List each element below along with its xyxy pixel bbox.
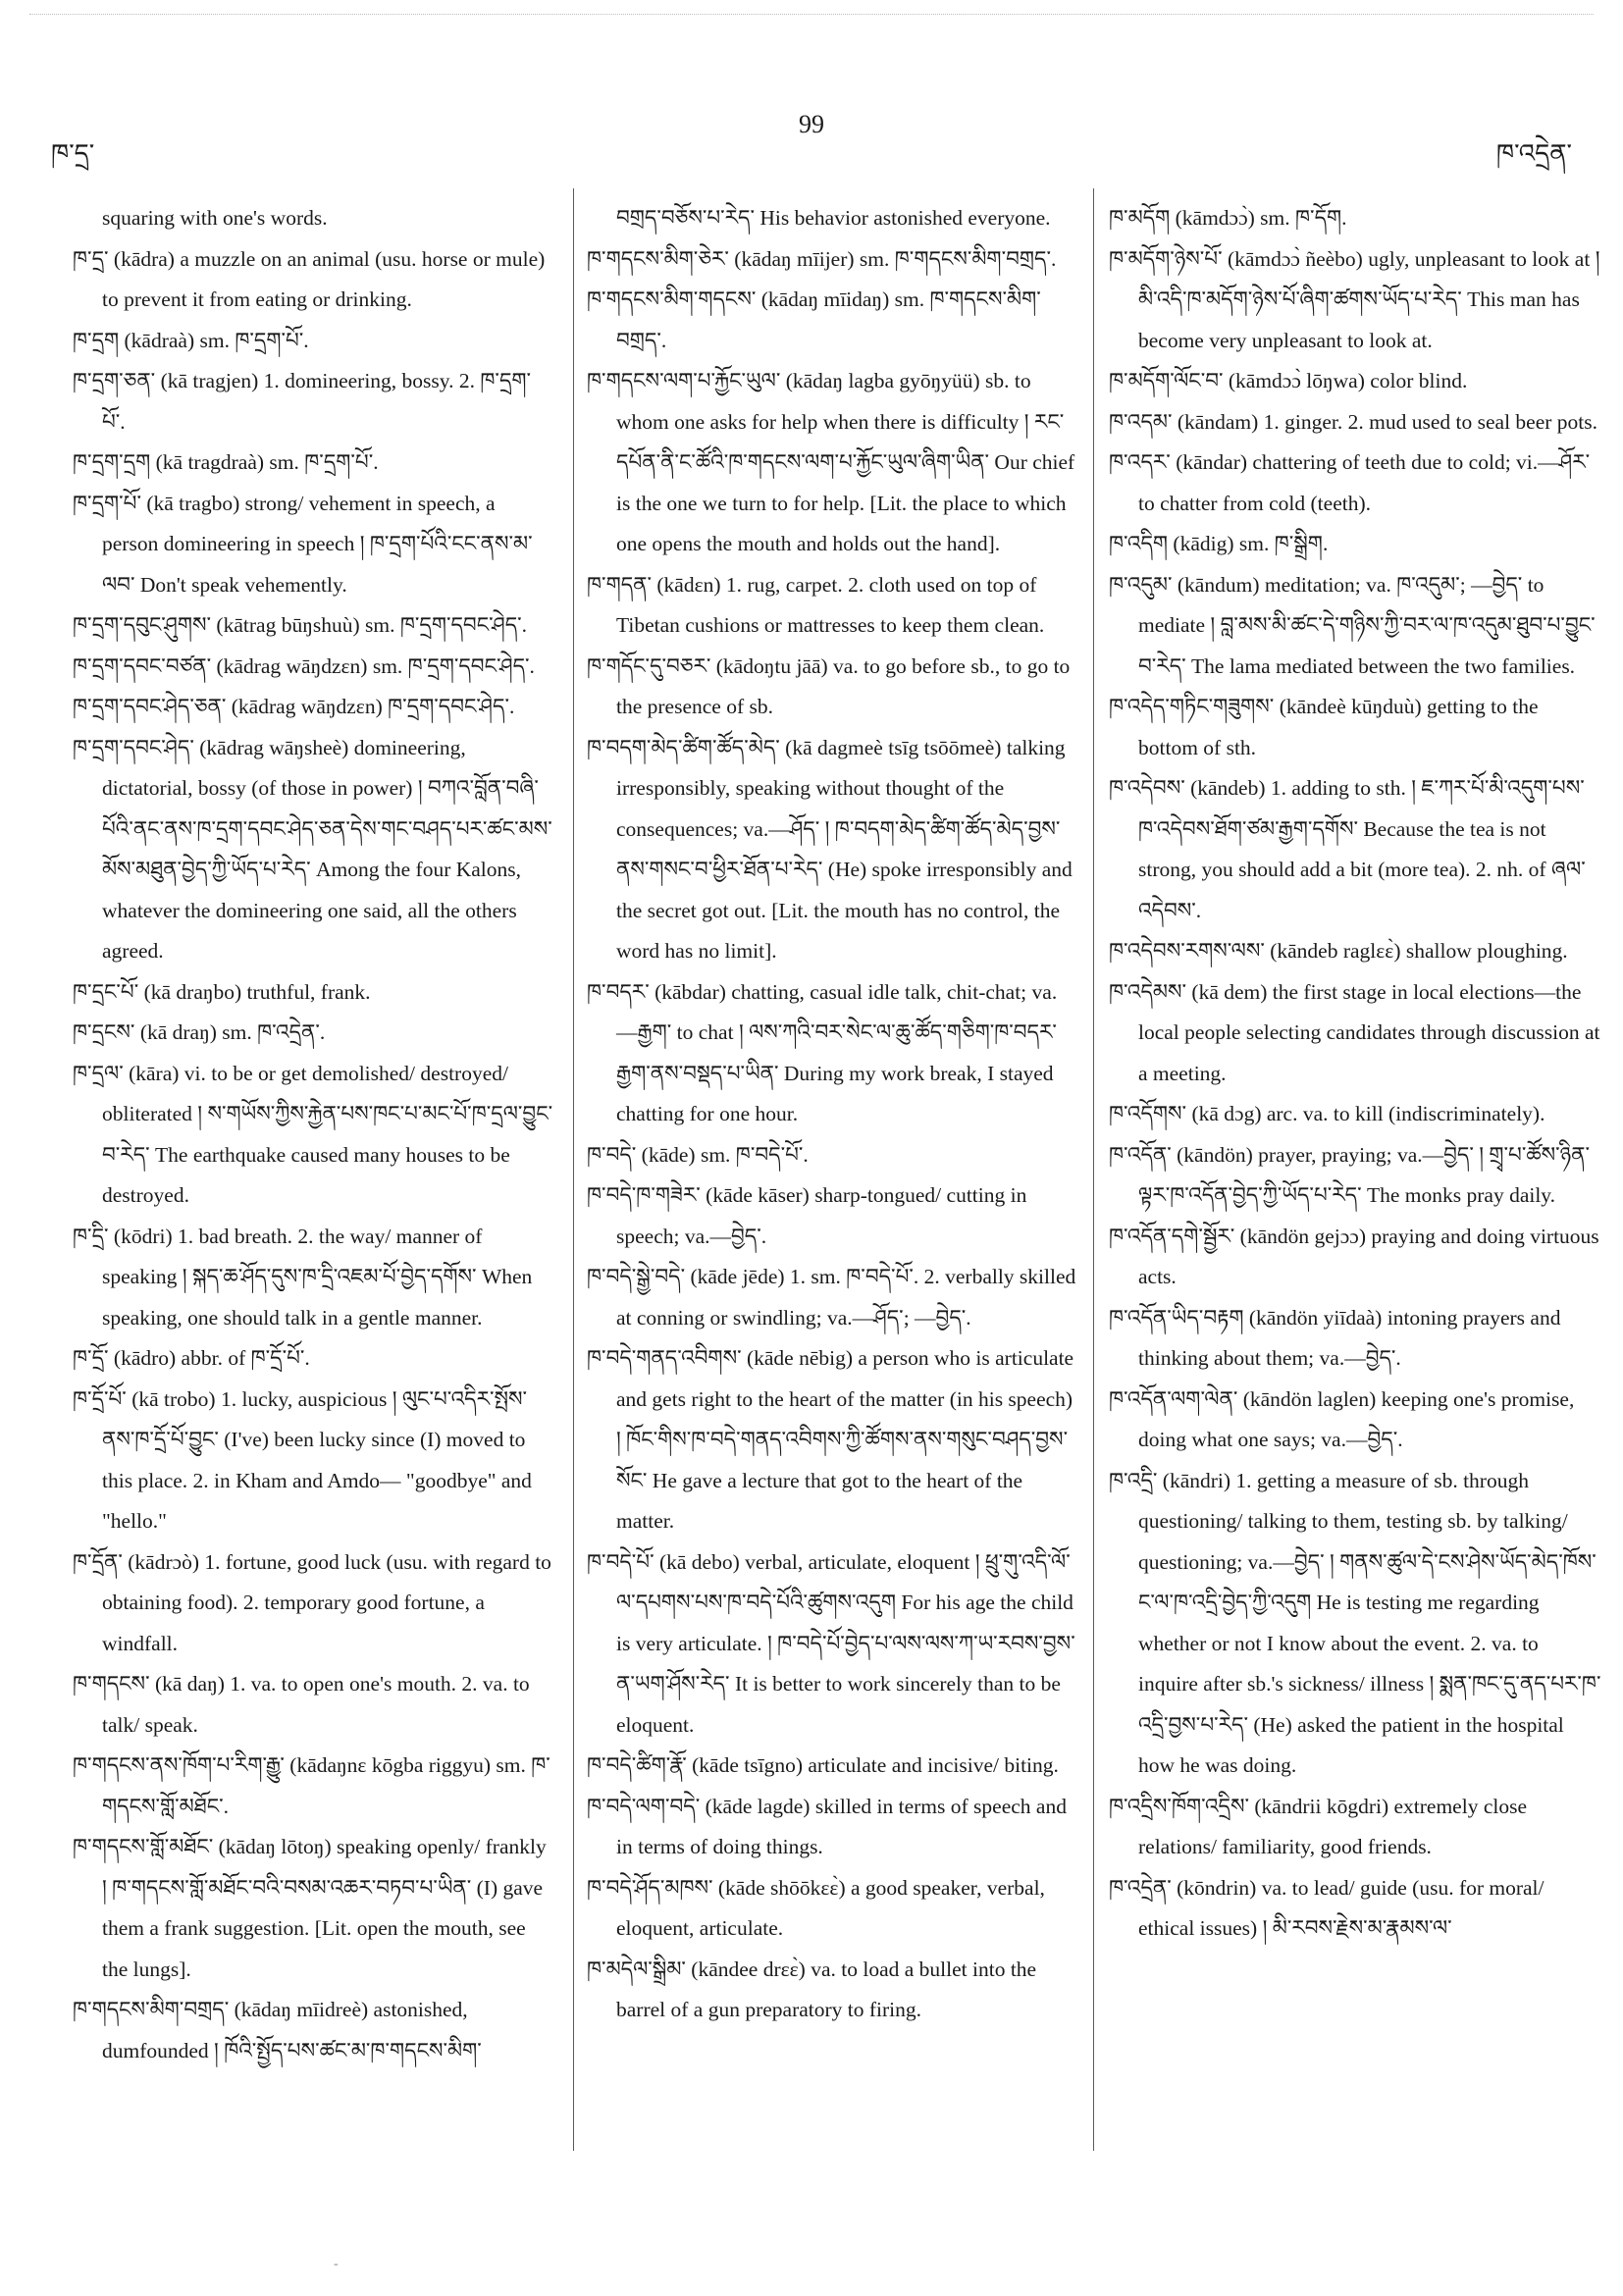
dictionary-entry: ཁ་དྲག་དྲག (kā tragdraà) sm. ཁ་དྲག་པོ་. <box>73 450 379 474</box>
dictionary-column-2 <box>587 198 1077 2031</box>
dictionary-entry: ཁ་འདོན་ཡིད་བརྟག (kāndön yiīdaà) intoning prayers and thinking about them; va.—བྱེད་. <box>1109 1305 1561 1370</box>
dictionary-entry: ཁ་གདངས་མིག་ཅེར་ (kādaŋ mīijer) sm. ཁ་གདངས་མིག་བགྲད་. <box>587 246 1057 271</box>
dictionary-entry: ཁ་འདུམ་ (kāndum) meditation; va. ཁ་འདུམ་; —བྱེད་ to mediate ། བླ་མས་མི་ཚང་དེ་གཉིས་ཀྱི་བར་ལ་ཁ་འདུམ་ཐུབ་པ་བྱུང་བ་རེད་ The lama mediated between the two families. <box>1109 572 1596 678</box>
top-scan-line <box>29 14 1594 15</box>
dictionary-entry: ཁ་དྲག་དབང་ཤེད་ཅན་ (kādrag wāŋdzɛn) ཁ་དྲག་དབང་ཤེད་. <box>73 695 515 718</box>
dictionary-entry: ཁ་བདར་ (kābdar) chatting, casual idle talk, chit-chat; va.—རྒྱག་ to chat ། ལས་ཀའི་བར་སེང་ལ་ཆུ་ཚོད་གཅིག་ཁ་བདར་རྒྱག་ནས་བསྡད་པ་ཡིན་ During my work break, I stayed chatting for one hour. <box>587 979 1058 1125</box>
column-divider <box>1093 188 1094 2151</box>
dictionary-entry: ཁ་བདེ་སྒྱེ་བདེ་ (kāde jēde) 1. sm. ཁ་བདེ་པོ་. 2. verbally skilled at conning or swindling; va.—ཤོད་; —བྱེད་. <box>587 1265 1076 1330</box>
dictionary-entry: ཁ་གདངས་ (kā daŋ) 1. va. to open one's mouth. 2. va. to talk/ speak. <box>73 1672 530 1737</box>
dictionary-entry: ཁ་བདེ་པོ་ (kā debo) verbal, articulate, eloquent ། ཕྲུ་གུ་འདི་ལོ་ལ་དཔགས་པས་ཁ་བདེ་པོའི་ཚུགས་འདུག For his age the child is very articulate. ། ཁ་བདེ་པོ་བྱེད་པ་ལས་ལས་ཀ་ཡ་རབས་བྱས་ན་ཡག་ཤོས་རེད་ It is better to work sincerely than to be eloquent. <box>587 1549 1075 1737</box>
dictionary-column-1 <box>73 198 553 2071</box>
dictionary-entry: ཁ་དྲག་དབང་ཤེད་ (kādrag wāŋsheè) domineering, dictatorial, bossy (of those in power) ། བཀའ་བློན་བཞི་པོའི་ནང་ནས་ཁ་དྲག་དབང་ཤེད་ཅན་དེས་གང་བཤད་པར་ཚང་མས་མོས་མཐུན་བྱེད་ཀྱི་ཡོད་པ་རེད་ Among the four Kalons, whatever the domineering one said, all the others agreed. <box>73 735 552 963</box>
dictionary-entry: ཁ་འདོན་དགེ་སྦྱོར་ (kāndön gejɔɔ) praying and doing virtuous acts. <box>1109 1224 1599 1288</box>
dictionary-entry: ཁ་འདམ་ (kāndam) 1. ginger. 2. mud used to seal beer pots. <box>1109 409 1598 434</box>
dictionary-entry: ཁ་དྲག (kādraà) sm. ཁ་དྲག་པོ་. <box>73 328 309 352</box>
dictionary-entry: ཁ་གདན་ (kādɛn) 1. rug, carpet. 2. cloth used on top of Tibetan cushions or mattresses to keep them clean. <box>587 572 1045 637</box>
dictionary-entry: ཁ་འདེམས་ (kā dem) the first stage in local elections—the local people selecting candidates through discussion at a meeting. <box>1109 979 1600 1085</box>
column-divider <box>573 188 574 2151</box>
dictionary-entry: ཁ་མདོག་ལོང་བ་ (kāmdɔɔ̀ lōŋwa) color blind. <box>1109 369 1468 392</box>
dictionary-entry: ཁ་བདེ་ (kāde) sm. ཁ་བདེ་པོ་. <box>587 1142 809 1167</box>
right-running-head: ཁ་འདྲེན་ <box>1495 139 1572 169</box>
left-running-head: ཁ་དྲ་ <box>51 139 95 169</box>
dictionary-entry: ཁ་དྲོ་པོ་ (kā trobo) 1. lucky, auspicious ། ལུང་པ་འདིར་སྤོས་ནས་ཁ་དྲོ་པོ་བྱུང་ (I've) been lucky since (I) moved to this place. 2. in Kham and Amdo— "goodbye" and "hello." <box>73 1386 532 1533</box>
dictionary-entry: ཁ་དྲག་པོ་ (kā tragbo) strong/ vehement in speech, a person domineering in speech ། ཁ་དྲག་པོའི་ངང་ནས་མ་ལབ་ Don't speak vehemently. <box>73 491 533 597</box>
dictionary-entry: ཁ་མདོག (kāmdɔɔ̀) sm. ཁ་དོག. <box>1109 206 1347 230</box>
dictionary-entry: ཁ་འདར་ (kāndar) chattering of teeth due to cold; vi.—ཤོར་ to chatter from cold (teeth). <box>1109 450 1591 515</box>
dictionary-entry: squaring with one's words. <box>102 206 328 230</box>
dictionary-entry: ཁ་འདེབས་ (kāndeb) 1. adding to sth. ། ཇ་ཀར་པོ་མི་འདུག་པས་ཁ་འདེབས་ཐོག་ཙམ་རྒྱག་དགོས་ Because the tea is not strong, you should add a bit (more tea). 2. nh. of ཞལ་འདེབས་. <box>1109 776 1586 922</box>
dictionary-entry: ཁ་དྲོ་ (kādro) abbr. of ཁ་དྲོ་པོ་. <box>73 1346 310 1370</box>
dictionary-entry: ཁ་འདེད་གཏིང་གཟུགས་ (kāndeè kūŋduù) getting to the bottom of sth. <box>1109 695 1539 759</box>
scan-mark: - <box>334 2257 339 2271</box>
dictionary-entry: ཁ་དྲག་དབུང་ཤུགས་ (kātrag būŋshuù) sm. ཁ་དྲག་དབང་ཤེད་. <box>73 613 528 637</box>
dictionary-entry: ཁ་དྲི་ (kōdri) 1. bad breath. 2. the way/ manner of speaking ། སྐད་ཆ་ཤོད་དུས་ཁ་དྲི་འཇམ་པོ་བྱེད་དགོས་ When speaking, one should talk in a gentle manner. <box>73 1224 533 1330</box>
dictionary-entry: ཁ་གདངས་གློ་མཐོང་ (kādaŋ lōtoŋ) speaking openly/ frankly ། ཁ་གདངས་གློ་མཐོང་བའི་བསམ་འཆར་བཏབ་པ་ཡིན་ (I) gave them a frank suggestion. [Lit. open the mouth, see the lungs]. <box>73 1835 547 1981</box>
dictionary-entry: ཁ་གདོང་དུ་བཅར་ (kādoŋtu jāā) va. to go before sb., to go to the presence of sb. <box>587 653 1071 718</box>
dictionary-entry: ཁ་དྲོན་ (kādrɔò) 1. fortune, good luck (usu. with regard to obtaining food). 2. temporary good fortune, a windfall. <box>73 1549 551 1655</box>
dictionary-entry: ཁ་འདྲེན་ (kōndrin) va. to lead/ guide (usu. for moral/ ethical issues) ། མི་རབས་རྗེས་མ་རྣམས་ལ་ <box>1109 1875 1544 1940</box>
dictionary-entry: ཁ་གདངས་ནས་ཁོག་པ་རིག་རྒྱུ་ (kādaŋnɛ kōgba riggyu) sm. ཁ་གདངས་གློ་མཐོང་. <box>73 1753 550 1818</box>
dictionary-entry: ཁ་འདེབས་རགས་ལས་ (kāndeb raglɛɛ̀) shallow ploughing. <box>1109 939 1568 963</box>
page-number: 99 <box>799 110 824 138</box>
dictionary-entry: ཁ་འདྲིས་ཁོག་འདྲིས་ (kāndrii kōgdri) extremely close relations/ familiarity, good friends. <box>1109 1794 1528 1858</box>
dictionary-column-3 <box>1109 198 1601 1950</box>
dictionary-entry: ཁ་བདག་མེད་ཚིག་ཚོད་མེད་ (kā dagmeè tsīg tsōōmeè) talking irresponsibly, speaking without thought of the consequences; va.—ཤོད་ ། ཁ་བདག་མེད་ཚིག་ཚོད་མེད་བྱས་ནས་གསང་བ་ཕྱིར་ཐོན་པ་རེད་ (He) spoke irresponsibly and the secret got out. [Lit. the mouth has no control, the word has no limit]. <box>587 735 1073 963</box>
dictionary-entry: ཁ་དྲ་ (kādra) a muzzle on an animal (usu. horse or mule) to prevent it from eating or drinking. <box>73 246 546 311</box>
dictionary-entry: ཁ་དྲག་ཅན་ (kā tragjen) 1. domineering, bossy. 2. ཁ་དྲག་པོ་. <box>73 369 532 434</box>
dictionary-entry: ཁ་འདོགས་ (kā dɔg) arc. va. to kill (indiscriminately). <box>1109 1102 1545 1125</box>
dictionary-entry: ཁ་དྲང་པོ་ (kā draŋbo) truthful, frank. <box>73 979 371 1004</box>
dictionary-entry: ཁ་གདངས་མིག་བགྲད་ (kādaŋ mīidreè) astonished, dumfounded ། ཁོའི་སྤྱོད་པས་ཚང་མ་ཁ་གདངས་མིག་ <box>73 1998 482 2062</box>
dictionary-entry: བགྲད་བཅོས་པ་རེད་ His behavior astonished everyone. <box>616 206 1051 230</box>
dictionary-entry: ཁ་འདོན་ (kāndön) prayer, praying; va.—བྱེད་ ། གྲྭ་པ་ཚོས་ཉིན་ལྟར་ཁ་འདོན་བྱེད་ཀྱི་ཡོད་པ་རེད་ The monks pray daily. <box>1109 1142 1591 1207</box>
dictionary-entry: ཁ་མདེལ་སྒྲིམ་ (kāndee drɛɛ̀) va. to load a bullet into the barrel of a gun preparatory to firing. <box>587 1957 1037 2021</box>
dictionary-entry: ཁ་བདེ་ལག་བདེ་ (kāde lagde) skilled in terms of speech and in terms of doing things. <box>587 1794 1067 1858</box>
dictionary-entry: ཁ་གདངས་མིག་གདངས་ (kādaŋ mīidaŋ) sm. ཁ་གདངས་མིག་བགྲད་. <box>587 287 1041 352</box>
dictionary-entry: ཁ་བདེ་ཁ་གཟེར་ (kāde kāser) sharp-tongued/ cutting in speech; va.—བྱེད་. <box>587 1183 1027 1248</box>
dictionary-entry: ཁ་དྲངས་ (kā draŋ) sm. ཁ་འདྲེན་. <box>73 1020 326 1044</box>
dictionary-entry: ཁ་བདེ་ཚིག་རྣོ་ (kāde tsīgno) articulate and incisive/ biting. <box>587 1753 1059 1777</box>
dictionary-entry: ཁ་དྲལ་ (kāra) vi. to be or get demolished/ destroyed/ obliterated ། ས་གཡོས་ཀྱིས་རྐྱེན་པས་ཁང་པ་མང་པོ་ཁ་དྲལ་བྱུང་བ་རེད་ The earthquake caused many houses to be destroyed. <box>73 1061 553 1207</box>
dictionary-entry: ཁ་འདོན་ལག་ལེན་ (kāndön laglen) keeping one's promise, doing what one says; va.—བྱེད་. <box>1109 1386 1575 1451</box>
dictionary-entry: ཁ་མདོག་ཉེས་པོ་ (kāmdɔɔ̀ ñeèbo) ugly, unpleasant to look at ། མི་འདི་ཁ་མདོག་ཉེས་པོ་ཞིག་ཚགས་ཡོད་པ་རེད་ This man has become very unpleasant to look at. <box>1109 246 1600 352</box>
dictionary-entry: ཁ་དྲག་དབང་བཙན་ (kādrag wāŋdzɛn) sm. ཁ་དྲག་དབང་ཤེད་. <box>73 653 535 678</box>
dictionary-entry: ཁ་བདེ་ཤོད་མཁས་ (kāde shōōkɛɛ̀) a good speaker, verbal, eloquent, articulate. <box>587 1875 1045 1940</box>
dictionary-entry: ཁ་འདྲི་ (kāndri) 1. getting a measure of sb. through questioning/ talking to them, testing sb. by talking/ questioning; va.—བྱེད་ ། གནས་ཚུལ་དེ་ངས་ཤེས་ཡོད་མེད་ཁོས་ང་ལ་ཁ་འདྲི་བྱེད་ཀྱི་འདུག He is testing me regarding whether or not I know about the event. 2. va. to inquire after sb.'s sickness/ illness ། སྨན་ཁང་དུ་ནད་པར་ཁ་འདྲི་བྱས་པ་རེད་ (He) asked the patient in the hospital how he was doing. <box>1109 1468 1601 1777</box>
dictionary-entry: ཁ་འདིག (kādig) sm. ཁ་སྒྲིག. <box>1109 532 1329 555</box>
dictionary-entry: ཁ་བདེ་གནད་འབིགས་ (kāde nēbig) a person who is articulate and gets right to the heart of the matter (in his speech) ། ཁོང་གིས་ཁ་བདེ་གནད་འབིགས་ཀྱི་ཚོགས་ནས་གསུང་བཤད་བྱས་སོང་ He gave a lecture that got to the heart of the matter. <box>587 1346 1074 1533</box>
dictionary-entry: ཁ་གདངས་ལག་པ་རྐྱོང་ཡུལ་ (kādaŋ lagba gyōŋyüü) sb. to whom one asks for help when there is difficulty ། རང་དཔོན་ནི་ང་ཚོའི་ཁ་གདངས་ལག་པ་རྐྱོང་ཡུལ་ཞིག་ཡིན་ Our chief is the one we turn to for help. [Lit. the place to which one opens the mouth and holds out the hand]. <box>587 369 1075 555</box>
